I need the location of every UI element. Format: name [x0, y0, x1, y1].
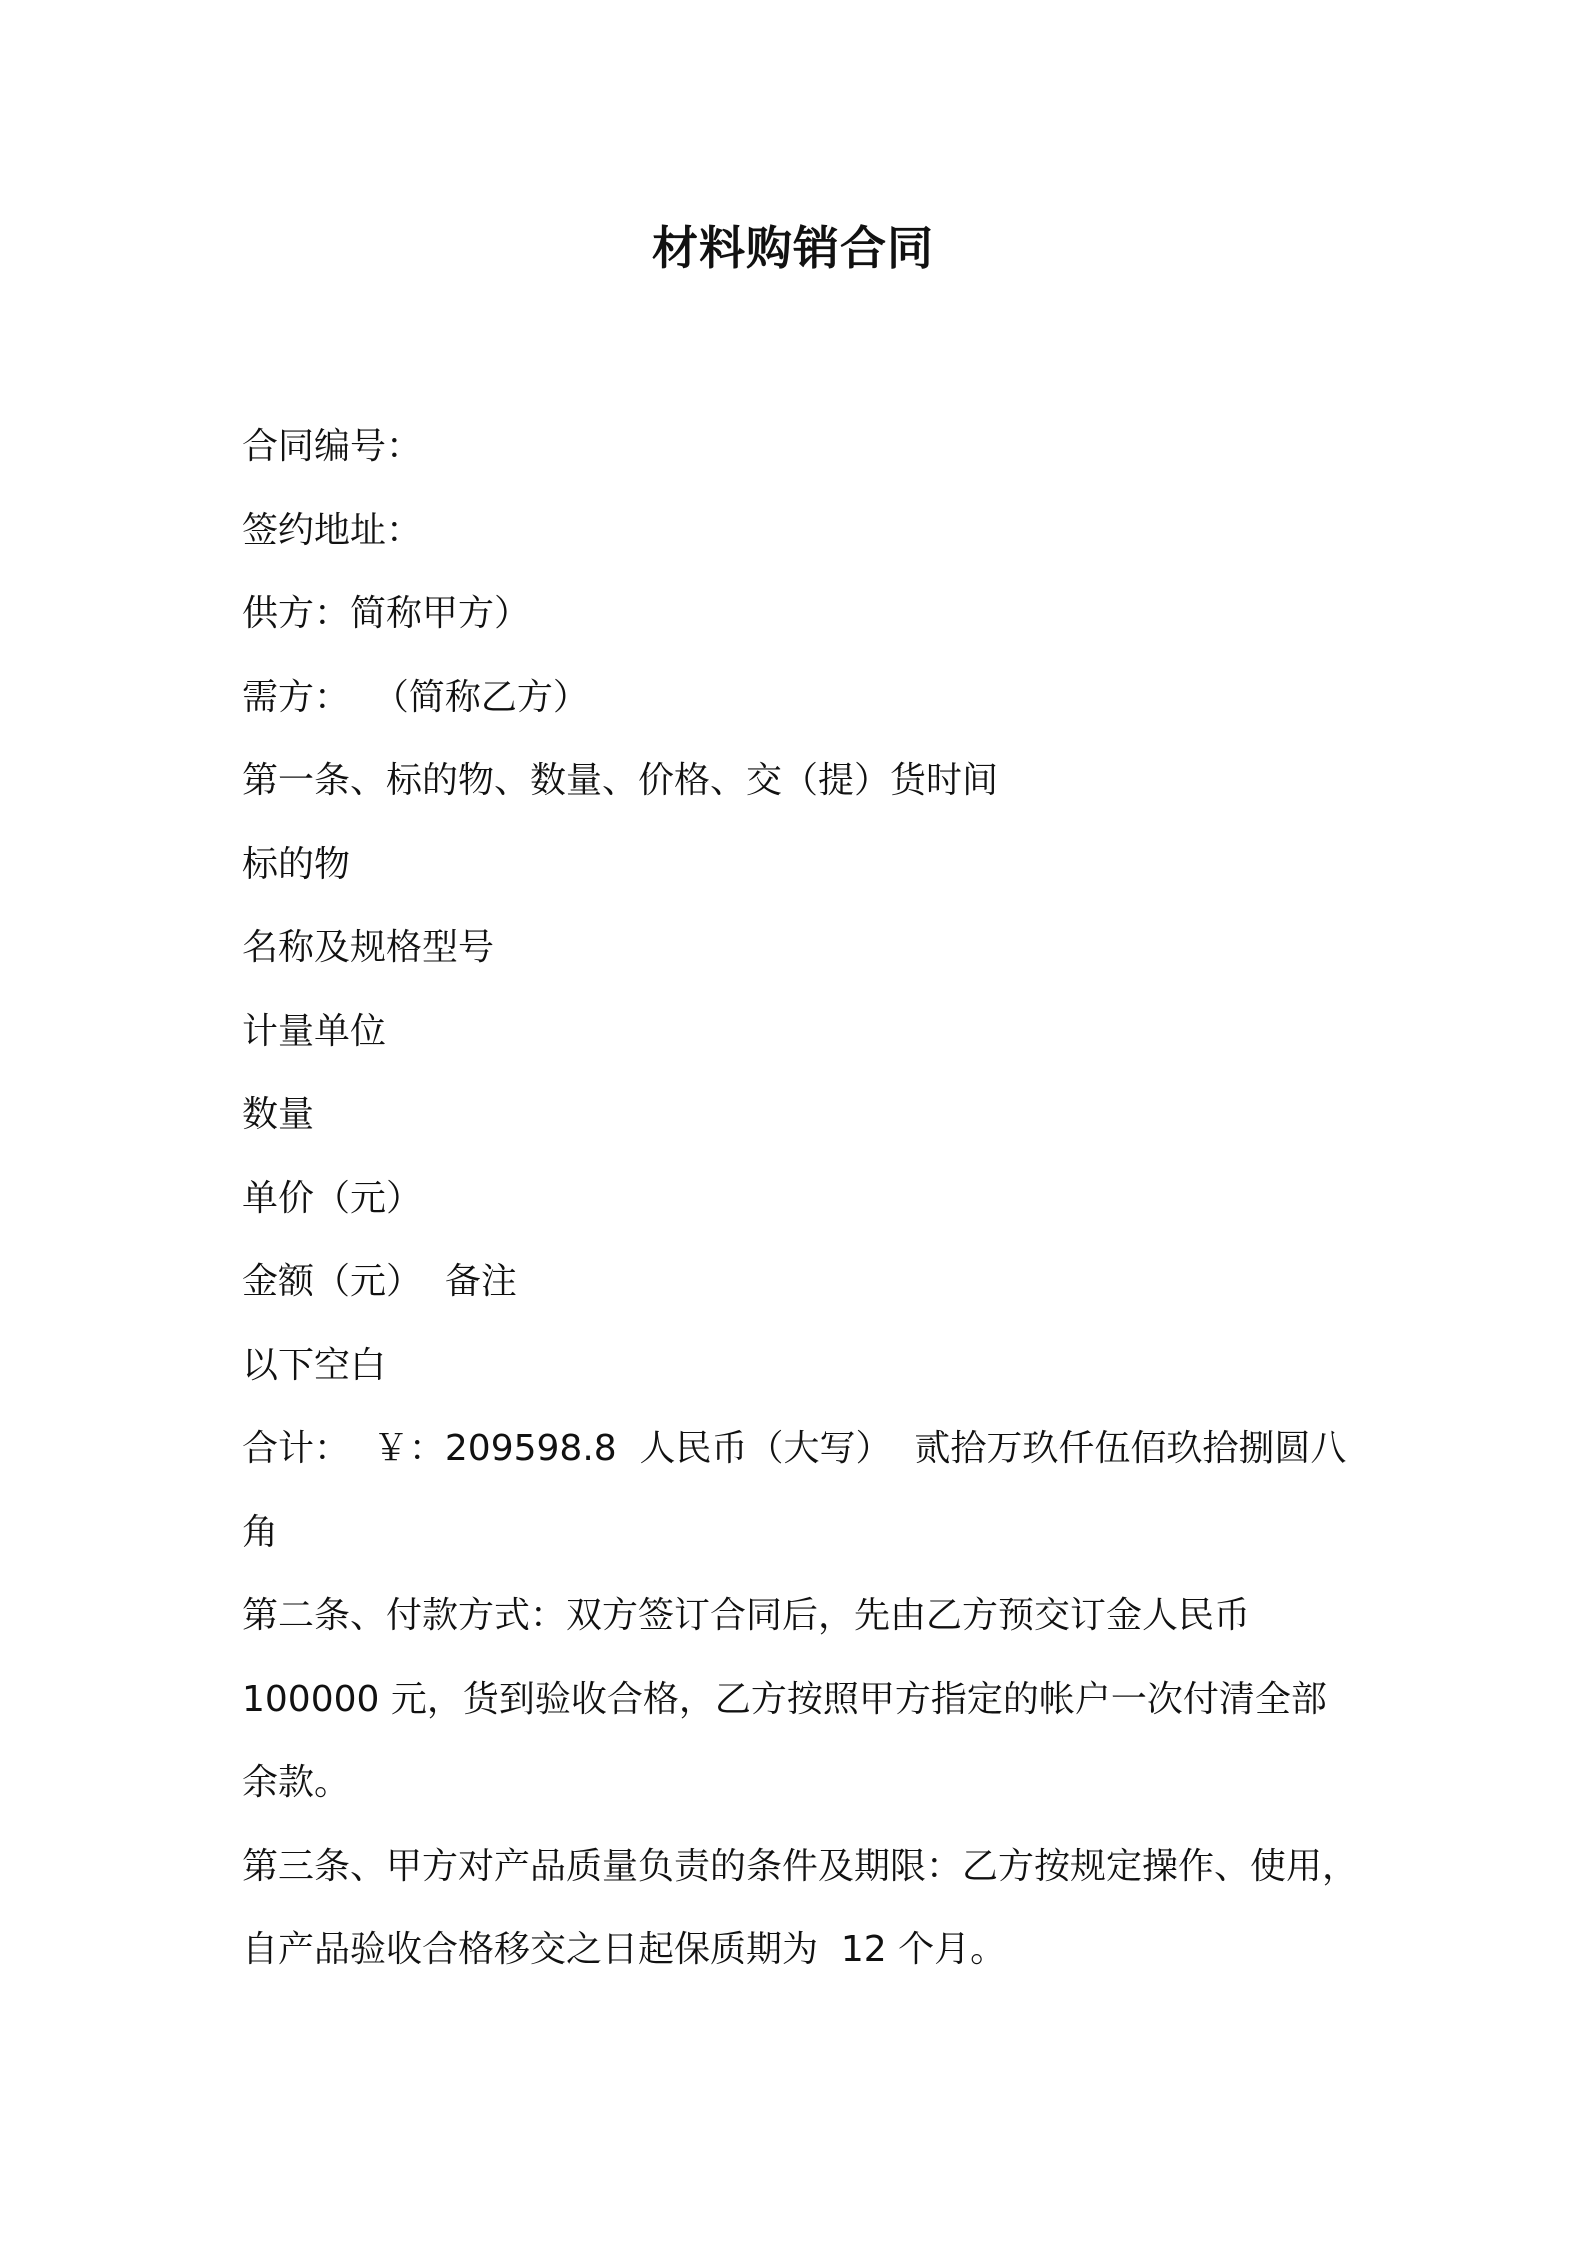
article-three-line-1: 第三条、甲方对产品质量负责的条件及期限：乙方按规定操作、使用，	[242, 1845, 1359, 1887]
supplier-line: 供方：简称甲方）	[242, 593, 531, 634]
contract-number-line: 合同编号：	[242, 426, 423, 467]
unit-label: 计量单位	[242, 1010, 387, 1052]
name-spec-label: 名称及规格型号	[242, 927, 495, 968]
total-line-continued: 角	[242, 1511, 279, 1553]
buyer-line: 需方： （简称乙方）	[242, 676, 589, 718]
document-title: 材料购销合同	[652, 221, 934, 275]
article-two-line-2: 100000 元，货到验收合格，乙方按照甲方指定的帐户一次付清全部	[242, 1678, 1327, 1720]
total-line: 合计： ￥：209598.8 人民币（大写） 贰拾万玖仟伍佰玖拾捌圆八	[242, 1428, 1347, 1469]
article-two-line-1: 第二条、付款方式：双方签订合同后，先由乙方预交订金人民币	[242, 1595, 1251, 1636]
document-body	[242, 405, 1359, 1992]
amount-remarks-label: 金额（元） 备注	[242, 1261, 517, 1302]
subject-matter-label: 标的物	[242, 843, 351, 885]
blank-below-line: 以下空白	[242, 1344, 387, 1386]
signing-address-line: 签约地址：	[242, 509, 423, 551]
article-three-line-2: 自产品验收合格移交之日起保质期为 12 个月。	[242, 1929, 1007, 1970]
quantity-label: 数量	[242, 1094, 315, 1135]
unit-price-label: 单价（元）	[242, 1177, 423, 1219]
article-two-line-3: 余款。	[242, 1762, 351, 1803]
article-one-heading: 第一条、标的物、数量、价格、交（提）货时间	[242, 760, 999, 801]
